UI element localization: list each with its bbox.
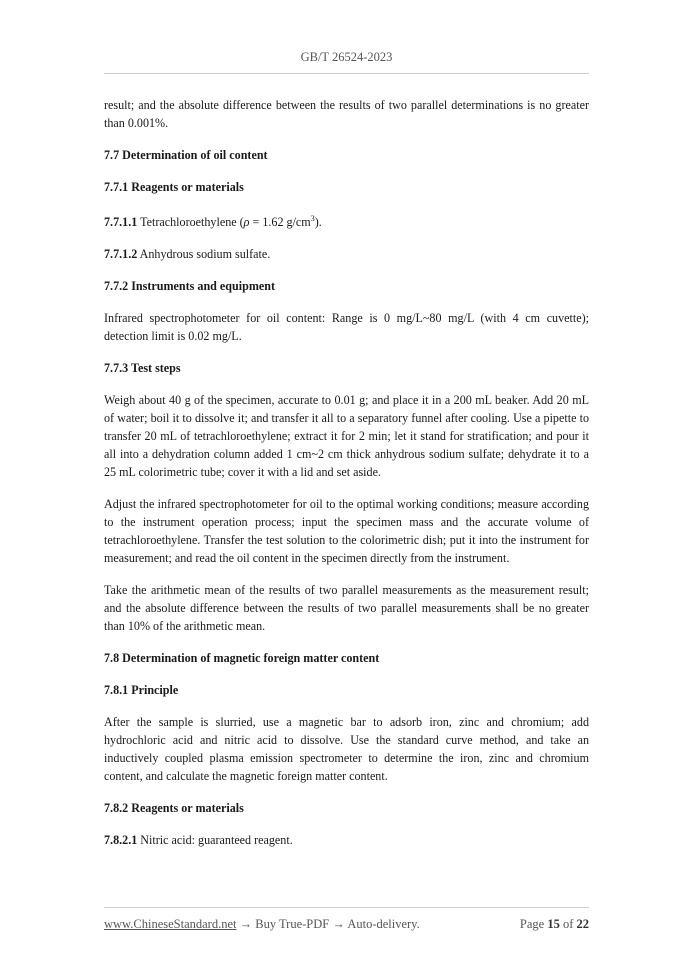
current-page: 15	[547, 917, 560, 931]
item-text: = 1.62 g/cm	[249, 215, 311, 230]
paragraph-continued: result; and the absolute difference between the results of two parallel determinations is no greater than 0.001%.	[104, 98, 589, 130]
item-number: 7.7.1.2	[104, 247, 138, 262]
item-7-7-1-1	[104, 210, 589, 231]
paragraph-steps-2: Adjust the infrared spectrophotometer for oil to the optimal working conditions; measure according to the instrument operation process; input the specimen mass and the accurate volume of tetrachloroethylene. Transfer the test solution to the colorimetric dish; put it into the instrument for measurement; and read the oil content in the specimen directly from the instrument.	[104, 497, 589, 566]
section-heading-7-8-2: 7.8.2 Reagents or materials	[104, 801, 244, 816]
footer-divider	[104, 907, 589, 908]
paragraph-principle: After the sample is slurried, use a magnetic bar to adsorb iron, zinc and chromium; add hydrochloric acid and nitric acid to dissolve. Use the standard curve method, and take an inductively coupled plasma emission spectrometer to determine the iron, zinc and chromium content, and calculate the magnetic foreign matter content.	[104, 715, 589, 784]
section-heading-7-8-1: 7.8.1 Principle	[104, 683, 179, 698]
page-header: GB/T 26524-2023	[300, 50, 393, 64]
section-heading-7-7: 7.7 Determination of oil content	[104, 148, 268, 162]
item-text: Anhydrous sodium sulfate.	[139, 247, 271, 262]
site-link[interactable]: www.ChineseStandard.net	[104, 917, 237, 931]
delivery-text: Auto-delivery.	[347, 917, 420, 931]
page-number	[520, 917, 589, 932]
superscript: 3	[310, 214, 315, 223]
paragraph-steps-3: Take the arithmetic mean of the results of two parallel measurements as the measurement result; and the absolute difference between the results of two parallel measurements shall be no greater than 10% of the arithmetic mean.	[104, 583, 589, 634]
header-divider	[104, 73, 589, 74]
item-7-7-1-2	[104, 245, 589, 263]
page-content	[104, 96, 589, 849]
section-heading-7-7-2: 7.7.2 Instruments and equipment	[104, 279, 276, 294]
paragraph-instrument: Infrared spectrophotometer for oil content: Range is 0 mg/L~80 mg/L (with 4 cm cuvette); detection limit is 0.02 mg/L.	[104, 311, 589, 344]
rho-symbol: ρ	[243, 215, 250, 230]
buy-text: Buy True-PDF	[255, 917, 330, 931]
paragraph-steps-1: Weigh about 40 g of the specimen, accurate to 0.01 g; and place it in a 200 mL beaker. Add 20 mL of water; boil it to dissolve it; and transfer it all to a separatory funnel after cooling. Use a pipette to transfer 20 mL of tetrachloroethylene; extract it for 2 min; let it stand for stratification; and pour it all into a dehydration column added 1 cm~2 cm thick anhydrous sodium sulfate; dehydrate it to a 25 mL colorimetric tube; cover it with a lid and set aside.	[104, 393, 589, 480]
arrow-right-icon: →	[239, 917, 253, 931]
of-label: of	[562, 917, 574, 931]
item-text: Tetrachloroethylene (	[140, 215, 244, 230]
item-number: 7.8.2.1	[104, 833, 138, 848]
item-text: Nitric acid: guaranteed reagent.	[140, 833, 293, 848]
page-label: Page	[519, 917, 545, 931]
section-heading-7-7-1: 7.7.1 Reagents or materials	[104, 180, 244, 194]
item-7-8-2-1	[104, 831, 589, 849]
total-pages: 22	[576, 917, 589, 931]
section-heading-7-7-3: 7.7.3 Test steps	[104, 361, 181, 376]
footer-links	[104, 917, 420, 932]
arrow-right-icon: →	[332, 917, 345, 931]
item-text: ).	[314, 215, 322, 230]
section-heading-7-8: 7.8 Determination of magnetic foreign matter content	[104, 651, 380, 666]
item-number: 7.7.1.1	[104, 215, 138, 230]
